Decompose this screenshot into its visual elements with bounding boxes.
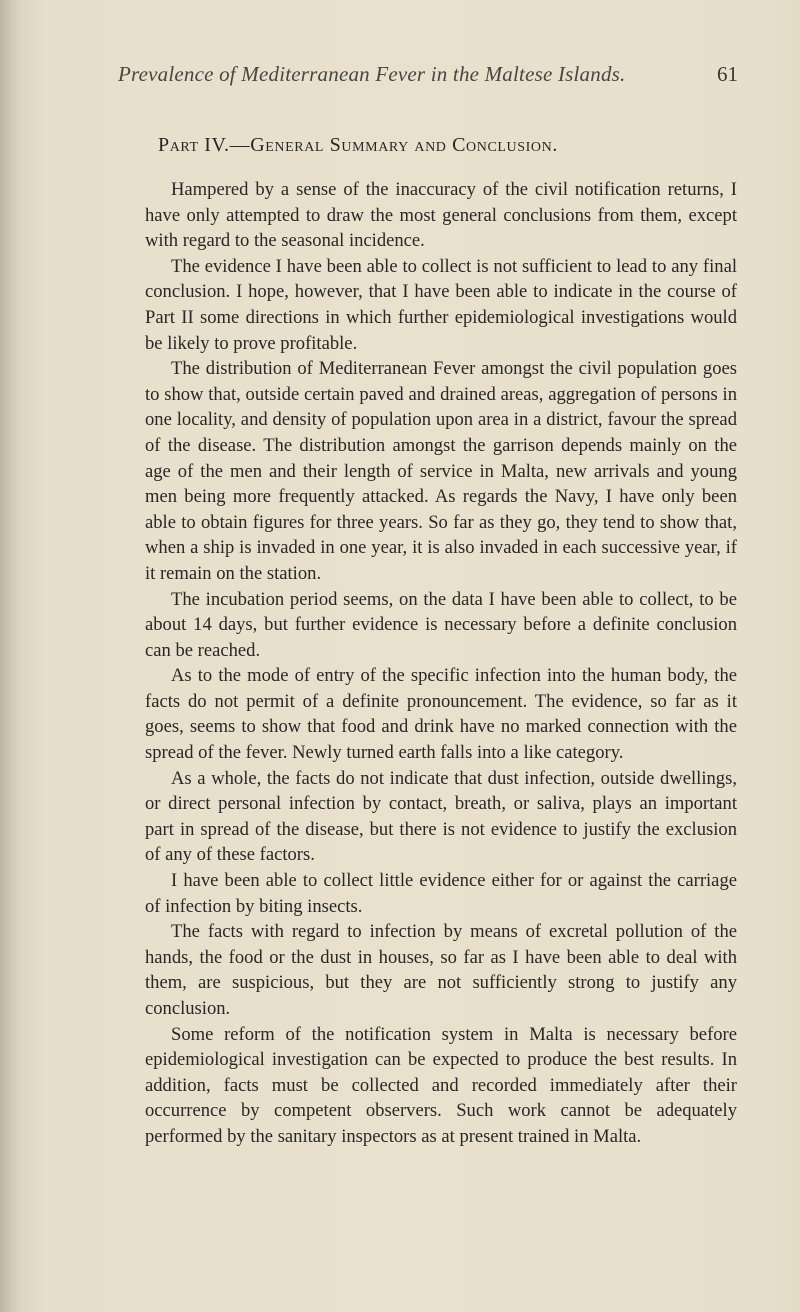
running-title: Prevalence of Mediterranean Fever in the Maltese Islands.: [118, 62, 626, 86]
paragraph: As to the mode of entry of the specific infection into the human body, the facts do not permit of a definite pronouncement. The evidence, so far as it goes, seems to show that food and drink have no marked connection with the spread of the fever. Newly turned earth falls into a like category.: [145, 665, 737, 764]
paragraph: The distribution of Mediterranean Fever amongst the civil population goes to show that, outside certain paved and drained areas, aggregation of persons in one locality, and density of population upon area in a district, favour the spread of the disease. The distribution amongst the garrison depends mainly on the age of the men and their length of service in Malta, new arrivals and young men being more frequently attacked. As regards the Navy, I have only been able to obtain figures for three years. So far as they go, they tend to show that, when a ship is invaded in one year, it is also invaded in each successive year, if it remain on the station.: [145, 358, 737, 584]
section-heading: Part IV.—General Summary and Conclusion.: [158, 134, 558, 156]
paragraph: The incubation period seems, on the data I have been able to collect, to be about 14 days, but further evidence is necessary before a definite conclusion can be reached.: [145, 588, 737, 661]
paragraph: The evidence I have been able to collect is not sufficient to lead to any final conclusion. I hope, however, that I have been able to indicate in the course of Part II some directions in which further epidemiological investigations would be likely to prove profitable.: [145, 255, 737, 354]
paragraph: Hampered by a sense of the inaccuracy of the civil notification returns, I have only attempted to draw the most general conclusions from them, except with regard to the seasonal incidence.: [145, 179, 737, 252]
paragraph: The facts with regard to infection by means of excretal pollution of the hands, the food or the dust in houses, so far as I have been able to deal with them, are suspicious, but they are not sufficiently strong to justify any conclusion.: [145, 921, 737, 1019]
page-header: [118, 62, 738, 94]
paragraph: As a whole, the facts do not indicate that dust infection, outside dwellings, or direct personal infection by contact, breath, or saliva, plays an important part in spread of the disease, but there is not evidence to justify the exclusion of any of these factors.: [145, 767, 737, 866]
page-number: 61: [717, 62, 738, 86]
paragraph: Some reform of the notification system in Malta is necessary before epidemiological investigation can be expected to produce the best results. In addition, facts must be collected and recorded immediately after their occurrence by competent observers. Such work cannot be adequately performed by the sanitary inspectors as at present trained in Malta.: [145, 1023, 737, 1147]
body-text: [145, 177, 737, 1150]
paragraph: I have been able to collect little evidence either for or against the carriage of infection by biting insects.: [145, 870, 737, 917]
